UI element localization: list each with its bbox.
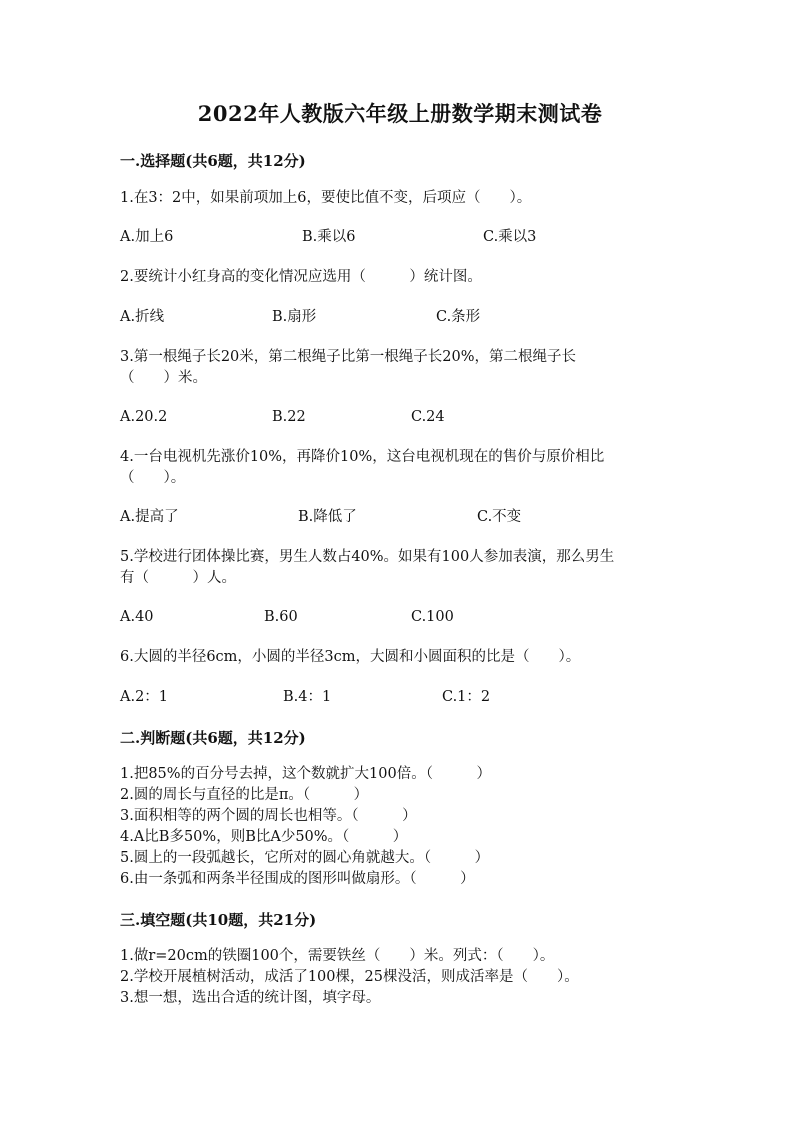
question-text-line2: 有（ ）人。 — [120, 570, 236, 586]
judge-item: 6.由一条弧和两条半径围成的图形叫做扇形。（ ） — [120, 871, 475, 887]
fill-item: 1.做r=20cm的铁圈100个，需要铁丝（ ）米。列式：（ ）。 — [120, 948, 555, 964]
fill-item: 2.学校开展植树活动，成活了100棵，25棵没活，则成活率是（ ）。 — [120, 969, 579, 985]
judge-item: 4.A比B多50%，则B比A少50%。（ ） — [120, 829, 408, 845]
question-text: 5.学校进行团体操比赛，男生人数占40%。如果有100人参加表演，那么男生 — [120, 549, 615, 565]
question-text: 1.在3：2中，如果前项加上6，要使比值不变，后项应（ ）。 — [120, 190, 532, 206]
page-title: 2022年人教版六年级上册数学期末测试卷 — [197, 101, 603, 126]
option-a: A.提高了 — [120, 509, 179, 525]
option-b: B.60 — [264, 609, 298, 625]
option-b: B.4：1 — [283, 689, 332, 705]
judge-item: 1.把85%的百分号去掉，这个数就扩大100倍。（ ） — [120, 766, 491, 782]
section-heading-judge: 二.判断题(共6题，共12分) — [120, 729, 306, 747]
option-c: C.1：2 — [442, 689, 491, 705]
option-b: B.扇形 — [272, 309, 317, 325]
option-c: C.100 — [411, 609, 454, 625]
option-b: B.降低了 — [298, 509, 357, 525]
question-text: 2.要统计小红身高的变化情况应选用（ ）统计图。 — [120, 269, 482, 285]
option-c: C.乘以3 — [483, 229, 537, 245]
option-c: C.不变 — [477, 509, 522, 525]
section-heading-fill: 三.填空题(共10题，共21分) — [120, 911, 317, 929]
option-a: A.40 — [120, 609, 154, 625]
question-text-line2: （ ）米。 — [120, 370, 207, 386]
fill-item: 3.想一想，选出合适的统计图，填字母。 — [120, 990, 381, 1006]
judge-item: 3.面积相等的两个圆的周长也相等。（ ） — [120, 808, 417, 824]
option-b: B.乘以6 — [302, 229, 356, 245]
question-text: 3.第一根绳子长20米，第二根绳子比第一根绳子长20%，第二根绳子长 — [120, 349, 577, 365]
question-text: 4.一台电视机先涨价10%，再降价10%，这台电视机现在的售价与原价相比 — [120, 449, 605, 465]
option-a: A.加上6 — [120, 229, 174, 245]
option-a: A.20.2 — [120, 409, 168, 425]
option-c: C.条形 — [436, 309, 481, 325]
section-heading-choice: 一.选择题(共6题，共12分) — [120, 152, 306, 170]
judge-item: 5.圆上的一段弧越长，它所对的圆心角就越大。（ ） — [120, 850, 490, 866]
option-a: A.折线 — [120, 309, 165, 325]
question-text: 6.大圆的半径6cm，小圆的半径3cm，大圆和小圆面积的比是（ ）。 — [120, 649, 581, 665]
option-b: B.22 — [272, 409, 306, 425]
option-a: A.2：1 — [120, 689, 169, 705]
judge-item: 2.圆的周长与直径的比是π。（ ） — [120, 787, 369, 803]
option-c: C.24 — [411, 409, 445, 425]
question-text-line2: （ ）。 — [120, 470, 186, 486]
